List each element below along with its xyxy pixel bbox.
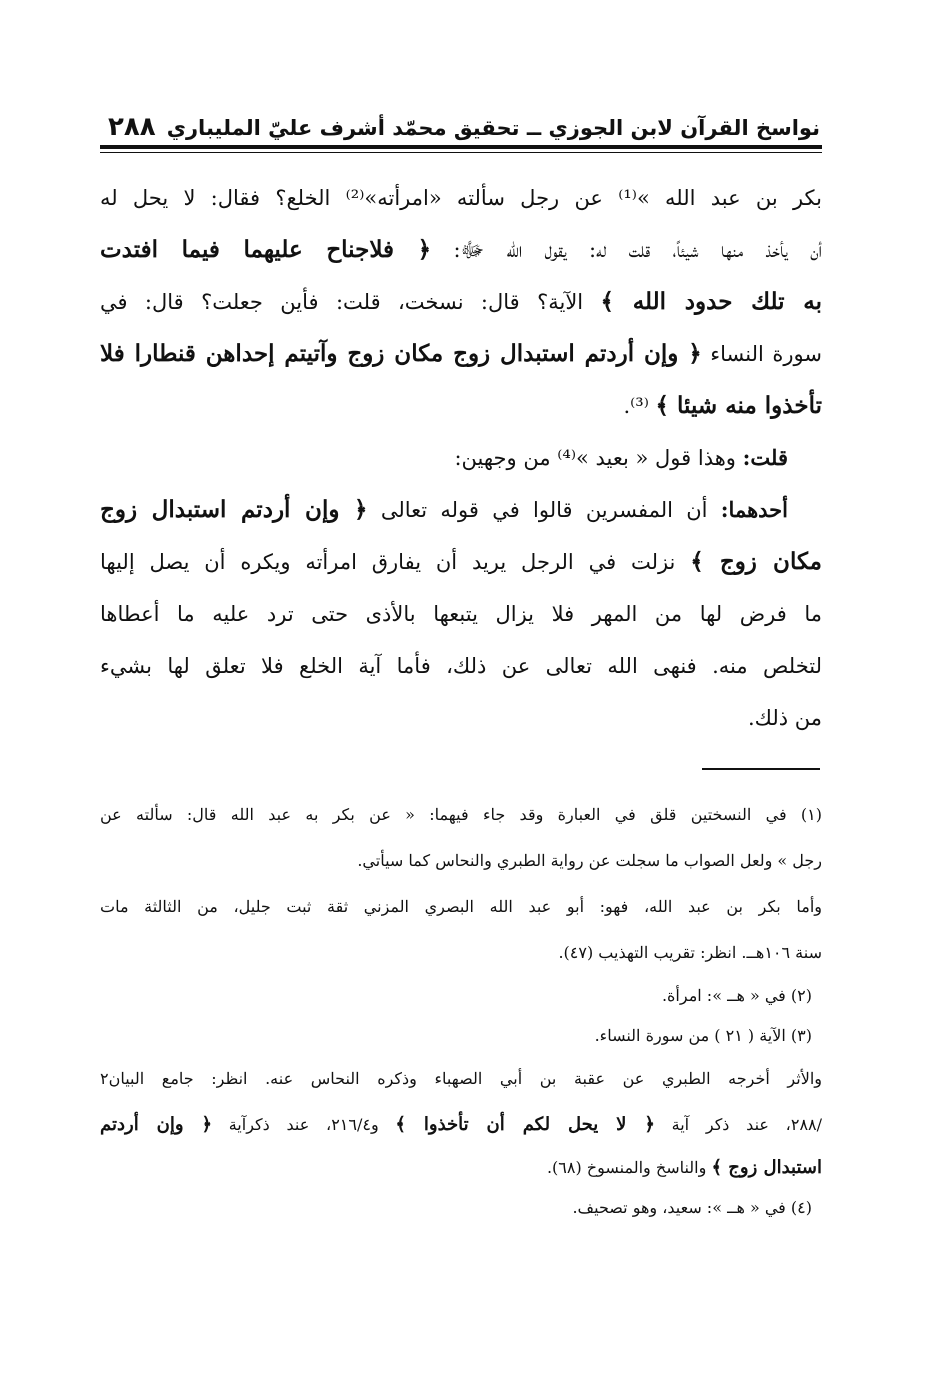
footnote-line: (٣) الآية ( ٢١ ) من سورة النساء. [594, 1026, 812, 1045]
quran-verse: ﴿ لا يحل لكم أن تأخذوا ﴾ [395, 1114, 655, 1135]
text-line-11: من ذلك. [747, 706, 822, 730]
text-line-6-part: وهذا قول « بعيد »⁽⁴⁾ من وجهين: [454, 446, 743, 470]
text-line-7 [100, 484, 822, 536]
text-line-4-part: سورة النساء [701, 342, 822, 366]
footnote-line: (٢) في « هــ »: امرأة. [661, 986, 812, 1005]
quran-verse: ﴿ وإن أردتم استبدال زوج [100, 496, 368, 523]
header-rule-thin [100, 152, 822, 153]
footnote-line [100, 1102, 822, 1148]
text-line-5-part: ⁽³⁾. [623, 394, 656, 418]
footnote-line: وأما بكر بن عبد الله، فهو: أبو عبد الله البصري المزني ثقة ثبت جليل، من الثالثة مات [100, 897, 822, 916]
footnotes [100, 792, 822, 1228]
quran-verse: ﴿ وإن أردتم [100, 1114, 212, 1135]
text-line-3 [100, 276, 822, 328]
footnote-separator [702, 768, 820, 770]
text-line-8 [100, 536, 822, 588]
main-text [100, 172, 822, 744]
page-number: ٢٨٨ [108, 112, 156, 142]
text-line-1: بكر بن عبد الله »⁽¹⁾ عن رجل سألته «امرأته»⁽²⁾ الخلع؟ فقال: لا يحل له [100, 186, 822, 210]
quran-verse: ﴿ وإن أردتم استبدال زوج مكان زوج وآتيتم إحداهن قنطارا فلا [100, 340, 702, 367]
text-line-4 [100, 328, 822, 380]
quran-verse: ﴿ فلاجناح عليهما فيما افتدت [100, 236, 432, 263]
paragraph-lead: أحدهما: [720, 497, 789, 522]
quran-verse: مكان زوج ﴾ [690, 548, 822, 575]
quran-verse: تأخذوا منه شيئا ﴾ [655, 392, 822, 419]
header-rule-thick [100, 145, 822, 149]
footnote-line: (٤) في « هــ »: سعيد، وهو تصحيف. [572, 1198, 812, 1217]
text-line-2 [100, 224, 822, 276]
text-line-3-part: الآية؟ قال: نسخت، قلت: فأين جعلت؟ قال: في [100, 290, 601, 314]
page-header [100, 110, 820, 150]
text-line-2-part: أن يأخذ منها شيئاً، قلت له: يقول الله ﷻ: [431, 238, 822, 262]
text-line-10: لتخلص منه. فنهى الله تعالى عن ذلك، فأما آية الخلع فلا تعلق لها بشيء [100, 654, 822, 678]
text-line-6 [100, 432, 822, 484]
text-line-7-part: أن المفسرين قالوا في قوله تعالى [367, 498, 721, 522]
footnote-line: رجل » ولعل الصواب ما سجلت عن رواية الطبري والنحاس كما سيأتي. [357, 851, 822, 870]
footnote-line: (١) في النسختين قلق في العبارة وقد جاء فيهما: « عن بكر به عبد الله قال: سألته عن [100, 805, 822, 824]
footnote-line: والأثر أخرجه الطبري عن عقبة بن أبي الصهباء وذكره النحاس عنه. انظر: جامع البيان٢ [100, 1069, 822, 1088]
text-line-9: ما فرض لها من المهر فلا يزال يتبعها بالأذى حتى ترد عليه ما أعطاها [100, 602, 822, 626]
quran-verse: استبدال زوج ﴾ [711, 1157, 822, 1178]
footnote-part: والناسخ والمنسوخ (٦٨). [546, 1158, 712, 1177]
paragraph-lead: قلت: [742, 445, 788, 470]
quran-verse: به تلك حدود الله ﴾ [600, 288, 822, 315]
footnote-line [100, 1148, 822, 1188]
footnote-part: و٢١٦/٤، عند ذكرآية [212, 1115, 396, 1134]
running-title: نواسخ القرآن لابن الجوزي ــ تحقيق محمّد أشرف عليّ المليباري [166, 116, 820, 140]
footnote-line: سنة ١٠٦هــ. انظر: تقريب التهذيب (٤٧). [558, 943, 822, 962]
footnote-part: /٢٨٨، عند ذكر آية [654, 1115, 822, 1134]
text-line-5 [100, 380, 822, 432]
text-line-8-part: نزلت في الرجل يريد أن يفارق امرأته ويكره أن يصل إليها [100, 550, 691, 574]
